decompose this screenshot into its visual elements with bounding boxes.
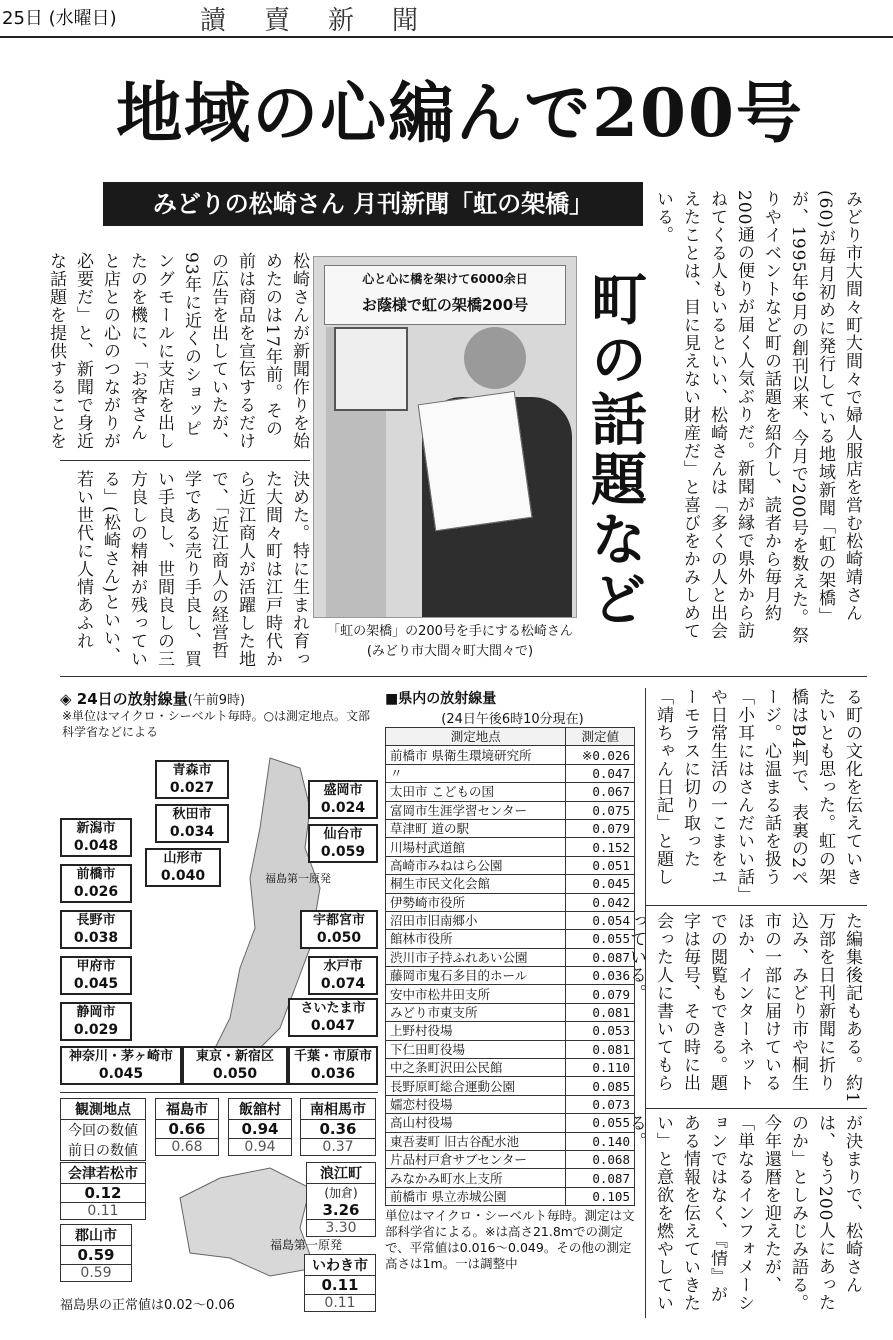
section-divider bbox=[645, 688, 646, 1318]
table-cell-value: 0.152 bbox=[566, 838, 635, 856]
table-cell-location: 安中市松井田支所 bbox=[386, 985, 566, 1003]
table-cell-value: 0.105 bbox=[566, 1187, 635, 1205]
body-column-2: 決めた。特に生まれ育った大間々町は江戸時代から近江商人が活躍した地で、「近江商人の経営哲学である売り手良し、買い手良し、世間良しの三方良しの精神が残っている」(松崎さん)といい、若い世代に人情あふれ bbox=[73, 470, 309, 668]
table-row bbox=[386, 967, 635, 985]
city-box-morioka: 盛岡市 0.024 bbox=[308, 780, 378, 819]
table-cell-location: 伊勢崎市役所 bbox=[386, 893, 566, 911]
table-row bbox=[386, 1150, 635, 1168]
table-cell-value: 0.087 bbox=[566, 948, 635, 966]
table-cell-value: 0.073 bbox=[566, 1095, 635, 1113]
city-box-ichihara: 千葉・市原市 0.036 bbox=[288, 1046, 378, 1085]
nuke-plant-label: 福島第一原発 bbox=[265, 872, 331, 885]
table-cell-value: 0.081 bbox=[566, 1040, 635, 1058]
table-cell-value: 0.055 bbox=[566, 1114, 635, 1132]
table-cell-value: 0.055 bbox=[566, 930, 635, 948]
article-subheadline: みどりの松崎さん 月刊新聞「虹の架橋」 bbox=[103, 182, 643, 226]
city-box-kofu: 甲府市 0.045 bbox=[60, 956, 132, 995]
photo-newspaper bbox=[418, 391, 533, 531]
table-cell-location: 前橋市 県立赤城公園 bbox=[386, 1187, 566, 1205]
gunma-table-title: ■県内の放射線量 bbox=[385, 691, 497, 707]
gunma-table-subtitle: (24日午後6時10分現在) bbox=[441, 712, 584, 727]
masthead-paper-name: 讀賣新聞 bbox=[200, 6, 457, 36]
body-column-5: が決まりで、松崎さんは、もう200人にあったのか」としみじみ語る。今年還暦を迎えたが、「単なるインフォメーションではなく、『情』がある情報を伝えていきたい」と意欲を燃やしている。 bbox=[626, 1114, 862, 1312]
radiation-map-time: (午前9時) bbox=[187, 693, 246, 708]
inset-divider bbox=[60, 1092, 378, 1093]
photo-sign-line1: 心と心に橋を架けて6000余日 bbox=[362, 272, 528, 286]
table-cell-value: 0.075 bbox=[566, 801, 635, 819]
table-cell-value: 0.067 bbox=[566, 783, 635, 801]
photo-person-head bbox=[464, 327, 526, 389]
city-box-akita: 秋田市 0.034 bbox=[155, 804, 229, 843]
table-row bbox=[386, 1169, 635, 1187]
table-row bbox=[386, 930, 635, 948]
radiation-map bbox=[60, 688, 380, 1323]
city-box-shinjuku: 東京・新宿区 0.050 bbox=[182, 1046, 288, 1085]
radiation-map-title: 24日の放射線量 bbox=[76, 690, 188, 708]
table-row bbox=[386, 893, 635, 911]
table-cell-value: ※0.026 bbox=[566, 746, 635, 764]
table-row bbox=[386, 838, 635, 856]
column-divider bbox=[60, 460, 310, 461]
table-header-location: 測定地点 bbox=[386, 728, 566, 746]
city-box-utsunomiya: 宇都宮市 0.050 bbox=[300, 910, 378, 949]
city-box-mito: 水戸市 0.074 bbox=[308, 956, 378, 995]
table-cell-value: 0.079 bbox=[566, 985, 635, 1003]
table-cell-value: 0.140 bbox=[566, 1132, 635, 1150]
radiation-map-note: ※単位はマイクロ・シーベルト毎時。○は測定地点。文部科学省などによる bbox=[62, 709, 371, 739]
column-divider bbox=[645, 905, 867, 906]
city-box-maebashi: 前橋市 0.026 bbox=[60, 864, 132, 903]
table-cell-location: 〃 bbox=[386, 764, 566, 782]
table-cell-location: 長野原町総合運動公園 bbox=[386, 1077, 566, 1095]
photo-caption: 「虹の架橋」の200号を手にする松崎さん(みどり市大間々町大間々で) bbox=[327, 624, 573, 659]
table-row bbox=[386, 801, 635, 819]
table-cell-value: 0.110 bbox=[566, 1059, 635, 1077]
table-cell-value: 0.042 bbox=[566, 893, 635, 911]
gunma-radiation-table bbox=[385, 727, 635, 1206]
fukushima-map-shape bbox=[170, 1158, 320, 1278]
table-row bbox=[386, 1003, 635, 1021]
fuku-point-koriyama: 郡山市 0.59 0.59 bbox=[60, 1224, 132, 1282]
table-cell-location: 渋川市子持ふれあい公園 bbox=[386, 948, 566, 966]
table-cell-location: 中之条町沢田公民館 bbox=[386, 1059, 566, 1077]
table-cell-value: 0.085 bbox=[566, 1077, 635, 1095]
lead-paragraph: みどり市大間々町大間々で婦人服店を営む松崎靖さん(60)が毎月初めに発行している地域新聞「虹の架橋」が、1995年9月の創刊以来、今月で200号を数えた。祭りやイベントなど町の話題を紹介し、読者から毎月約200通の便りが届く人気ぶりだ。新聞が縁で県外から訪ねてくる人もいるといい、松崎さんは「多くの人と出会えたことは、目に見えない財産だ」と喜びをかみしめている。 bbox=[653, 190, 862, 645]
table-cell-value: 0.079 bbox=[566, 819, 635, 837]
fukushima-normal-range: 福島県の正常値は0.02～0.06 bbox=[60, 1298, 235, 1313]
city-box-shizuoka: 静岡市 0.029 bbox=[60, 1002, 132, 1041]
table-row bbox=[386, 783, 635, 801]
table-cell-location: 草津町 道の駅 bbox=[386, 819, 566, 837]
city-box-chigasaki: 神奈川・茅ヶ崎市 0.045 bbox=[60, 1046, 182, 1085]
table-cell-location: 前橋市 県衛生環境研究所 bbox=[386, 746, 566, 764]
photo-sign bbox=[324, 265, 566, 325]
photo-sign-line2: お蔭様で虹の架橋200号 bbox=[361, 296, 529, 314]
table-cell-location: 川場村武道館 bbox=[386, 838, 566, 856]
table-row bbox=[386, 819, 635, 837]
article-headline: 地域の心編んで200号 bbox=[116, 74, 804, 152]
photo-frame bbox=[334, 327, 408, 411]
table-row bbox=[386, 911, 635, 929]
table-cell-value: 0.047 bbox=[566, 764, 635, 782]
city-box-sendai: 仙台市 0.059 bbox=[308, 824, 378, 863]
table-row bbox=[386, 746, 635, 764]
fuku-nuke-label: 福島第一原発 bbox=[270, 1238, 343, 1252]
city-box-yamagata: 山形市 0.040 bbox=[145, 848, 221, 887]
table-row bbox=[386, 1187, 635, 1205]
table-row bbox=[386, 1132, 635, 1150]
table-cell-location: 東吾妻町 旧古谷配水池 bbox=[386, 1132, 566, 1150]
table-cell-location: 沼田市旧南郷小 bbox=[386, 911, 566, 929]
table-cell-location: 下仁田町役場 bbox=[386, 1040, 566, 1058]
table-cell-location: 上野村役場 bbox=[386, 1022, 566, 1040]
table-cell-location: 高山村役場 bbox=[386, 1114, 566, 1132]
table-cell-location: 高崎市みねはら公園 bbox=[386, 856, 566, 874]
table-cell-value: 0.081 bbox=[566, 1003, 635, 1021]
gunma-table-footnote: 単位はマイクロ・シーベルト毎時。測定は文部科学省による。※は高さ21.8mでの測定で、平常値は0.016～0.049。その他の測定高さは1m。一は調整中 bbox=[385, 1208, 635, 1272]
table-row bbox=[386, 1040, 635, 1058]
radiation-icon: ◈ bbox=[60, 690, 72, 708]
table-cell-value: 0.087 bbox=[566, 1169, 635, 1187]
fuku-point-iitate: 飯舘村 0.94 0.94 bbox=[228, 1098, 292, 1156]
table-cell-value: 0.053 bbox=[566, 1022, 635, 1040]
fukushima-legend: 観測地点 今回の数値 前日の数値 bbox=[60, 1098, 146, 1161]
table-row bbox=[386, 985, 635, 1003]
table-cell-value: 0.068 bbox=[566, 1150, 635, 1168]
fuku-point-namie: 浪江町 (加倉) 3.26 3.30 bbox=[306, 1162, 376, 1237]
table-row bbox=[386, 1095, 635, 1113]
table-cell-location: 桐生市民文化会館 bbox=[386, 875, 566, 893]
fuku-point-fukushima: 福島市 0.66 0.68 bbox=[155, 1098, 219, 1156]
article-photo bbox=[313, 256, 577, 618]
table-cell-value: 0.054 bbox=[566, 911, 635, 929]
table-row bbox=[386, 1077, 635, 1095]
body-column-3: る町の文化を伝えていきたいとも思った。虹の架橋はB4判で、表裏の2ページ。心温まる話を扱う「小耳にはさんだいい話」や日常生活の一こまをユーモラスに切り取った「靖ちゃん日記」と題し bbox=[653, 688, 862, 896]
city-box-niigata: 新潟市 0.048 bbox=[60, 818, 132, 857]
table-cell-location: みどり市東支所 bbox=[386, 1003, 566, 1021]
table-row bbox=[386, 856, 635, 874]
table-cell-location: 館林市役所 bbox=[386, 930, 566, 948]
table-row bbox=[386, 948, 635, 966]
table-row bbox=[386, 1059, 635, 1077]
vertical-subheading: 町の話題など bbox=[582, 270, 648, 630]
city-box-nagano: 長野市 0.038 bbox=[60, 910, 132, 949]
fuku-point-aizuwakamatsu: 会津若松市 0.12 0.11 bbox=[60, 1162, 146, 1220]
table-row bbox=[386, 1022, 635, 1040]
table-row bbox=[386, 764, 635, 782]
table-cell-location: 嬬恋村役場 bbox=[386, 1095, 566, 1113]
city-box-saitama: さいたま市 0.047 bbox=[288, 998, 378, 1037]
table-cell-location: 藤岡市鬼石多目的ホール bbox=[386, 967, 566, 985]
table-row bbox=[386, 1114, 635, 1132]
table-row bbox=[386, 875, 635, 893]
gunma-radiation-section bbox=[385, 688, 640, 1272]
section-divider bbox=[60, 676, 867, 677]
radiation-map-heading bbox=[60, 688, 245, 709]
city-box-aomori: 青森市 0.027 bbox=[155, 760, 229, 799]
table-cell-value: 0.045 bbox=[566, 875, 635, 893]
fuku-point-iwaki: いわき市 0.11 0.11 bbox=[304, 1254, 376, 1312]
table-cell-location: 片品村戸倉サブセンター bbox=[386, 1150, 566, 1168]
masthead-date: 25日 (水曜日) bbox=[2, 8, 117, 29]
table-cell-location: 太田市 こどもの国 bbox=[386, 783, 566, 801]
body-column-4: た編集後記もある。約1万部を日刊新聞に折り込み、みどり市や桐生市の一部に届けているほか、インターネットでの閲覧もできる。題字は毎号、その時に出会った人に書いてもらっている。 bbox=[626, 912, 862, 1104]
table-header-value: 測定値 bbox=[566, 728, 635, 746]
column-divider bbox=[645, 1108, 867, 1109]
table-cell-location: 富岡市生涯学習センター bbox=[386, 801, 566, 819]
fuku-point-minamisoma: 南相馬市 0.36 0.37 bbox=[300, 1098, 376, 1156]
table-cell-value: 0.051 bbox=[566, 856, 635, 874]
masthead bbox=[0, 0, 893, 38]
table-cell-location: みなかみ町水上支所 bbox=[386, 1169, 566, 1187]
table-cell-value: 0.036 bbox=[566, 967, 635, 985]
body-column-1: 松崎さんが新聞作りを始めたのは17年前。その前は商品を宣伝するだけの広告を出していたが、93年に近くのショッピングモールに支店を出したのを機に、「お客さんと店との心のつながりが必要だ」と、新聞で身近な話題を提供することを bbox=[46, 252, 309, 450]
